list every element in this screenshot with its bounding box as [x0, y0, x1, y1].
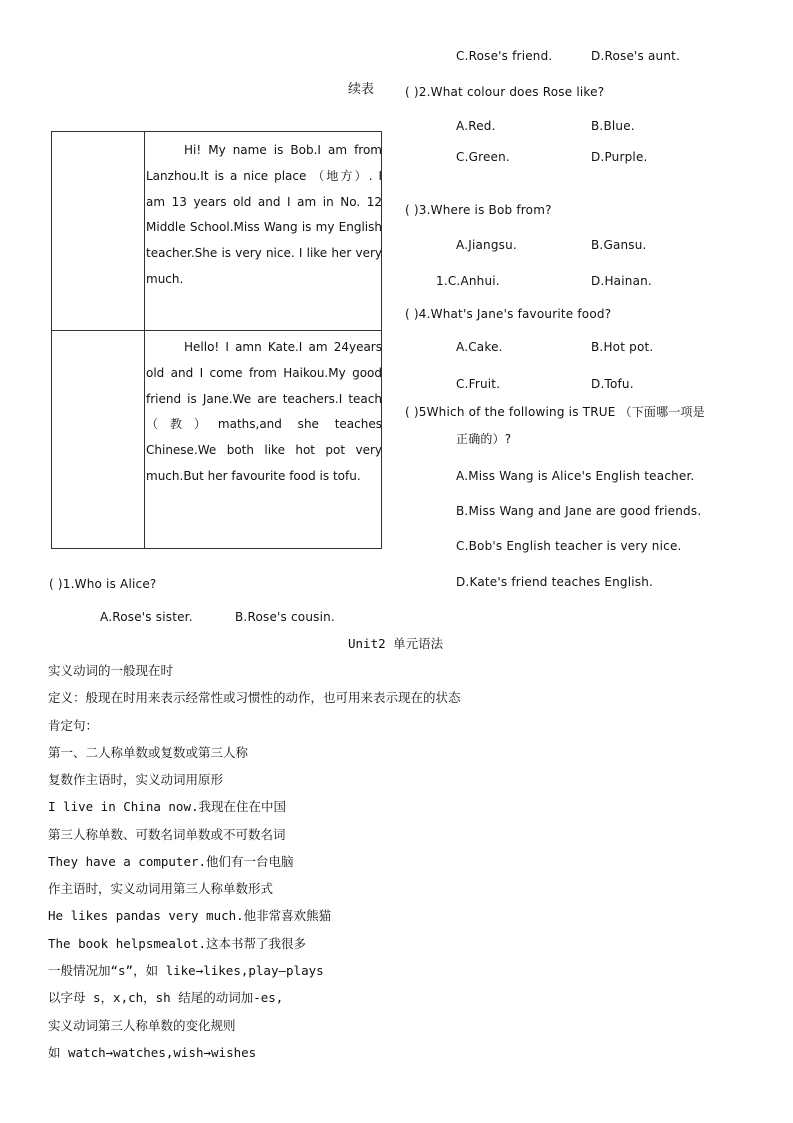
- grammar-line: 实义动词的一般现在时: [48, 663, 174, 678]
- grammar-line: 肯定句：: [48, 718, 99, 733]
- question-3-stem: ( )3.Where is Bob from?: [405, 203, 552, 217]
- grammar-line: 第一、二人称单数或复数或第三人称: [48, 745, 249, 760]
- question-4-option-c: C.Fruit.: [456, 377, 501, 391]
- grammar-line: 以字母 s，x,ch，sh 结尾的动词加-es,: [48, 990, 284, 1005]
- grammar-line: I live in China now.我现在住在中国: [48, 799, 287, 814]
- table-divider-horizontal: [52, 330, 381, 331]
- table-cell-bob: [146, 138, 382, 293]
- question-3-option-d: D.Hainan.: [591, 274, 652, 288]
- question-3-option-c: 1.C.Anhui.: [436, 274, 500, 288]
- question-2-option-a: A.Red.: [456, 119, 496, 133]
- grammar-line: 第三人称单数、可数名词单数或不可数名词: [48, 827, 286, 842]
- question-1-option-a: A.Rose's sister.: [100, 610, 193, 624]
- grammar-line: They have a computer.他们有一台电脑: [48, 854, 294, 869]
- grammar-line: 一般情况加“s”，如 like→likes,play—plays: [48, 963, 324, 978]
- table-caption: 续表: [348, 82, 375, 97]
- grammar-title: Unit2 单元语法: [348, 636, 444, 651]
- question-2-option-d: D.Purple.: [591, 150, 648, 164]
- question-2-option-c: C.Green.: [456, 150, 510, 164]
- question-5-stem-cont: 正确的）?: [456, 432, 512, 446]
- table-cell-kate: [146, 335, 382, 490]
- question-2-option-b: B.Blue.: [591, 119, 635, 133]
- grammar-line: 实义动词第三人称单数的变化规则: [48, 1018, 236, 1033]
- grammar-line: He likes pandas very much.他非常喜欢熊猫: [48, 908, 332, 923]
- grammar-line: 复数作主语时，实义动词用原形: [48, 772, 224, 787]
- question-1-option-c: C.Rose's friend.: [456, 49, 553, 63]
- question-4-stem: ( )4.What's Jane's favourite food?: [405, 307, 612, 321]
- kate-passage: Hello! I amn Kate.I am 24years old and I come from Haikou.My good friend is Jane.We are teachers.I teach （教）maths,and she teaches Chinese.We both like hot pot very much.But her favourite food is tofu.: [146, 340, 382, 483]
- grammar-line: 作主语时，实义动词用第三人称单数形式: [48, 881, 274, 896]
- question-5-option-c: C.Bob's English teacher is very nice.: [456, 539, 682, 553]
- grammar-line: 如 watch→watches,wish→wishes: [48, 1045, 257, 1060]
- question-1-option-d: D.Rose's aunt.: [591, 49, 681, 63]
- question-1-option-b: B.Rose's cousin.: [235, 610, 335, 624]
- question-4-option-a: A.Cake.: [456, 340, 503, 354]
- bob-passage: Hi! My name is Bob.I am from Lanzhou.It is a nice place （地方）. I am 13 years old and I am in No. 12 Middle School.Miss Wang is my English teacher.She is very nice. I like her very much.: [146, 143, 382, 286]
- table-divider-vertical: [144, 132, 145, 548]
- question-1-stem: ( )1.Who is Alice?: [49, 577, 157, 591]
- question-2-stem: ( )2.What colour does Rose like?: [405, 85, 605, 99]
- question-4-option-d: D.Tofu.: [591, 377, 634, 391]
- question-5-stem: ( )5Which of the following is TRUE （下面哪一项是: [405, 405, 705, 419]
- question-5-option-b: B.Miss Wang and Jane are good friends.: [456, 504, 702, 518]
- question-3-option-a: A.Jiangsu.: [456, 238, 517, 252]
- question-4-option-b: B.Hot pot.: [591, 340, 654, 354]
- question-3-option-b: B.Gansu.: [591, 238, 647, 252]
- grammar-line: 定义：般现在时用来表示经常性或习惯性的动作，也可用来表示现在的状态: [48, 690, 461, 705]
- grammar-line: The book helpsmealot.这本书帮了我很多: [48, 936, 307, 951]
- question-5-option-d: D.Kate's friend teaches English.: [456, 575, 654, 589]
- question-5-option-a: A.Miss Wang is Alice's English teacher.: [456, 469, 695, 483]
